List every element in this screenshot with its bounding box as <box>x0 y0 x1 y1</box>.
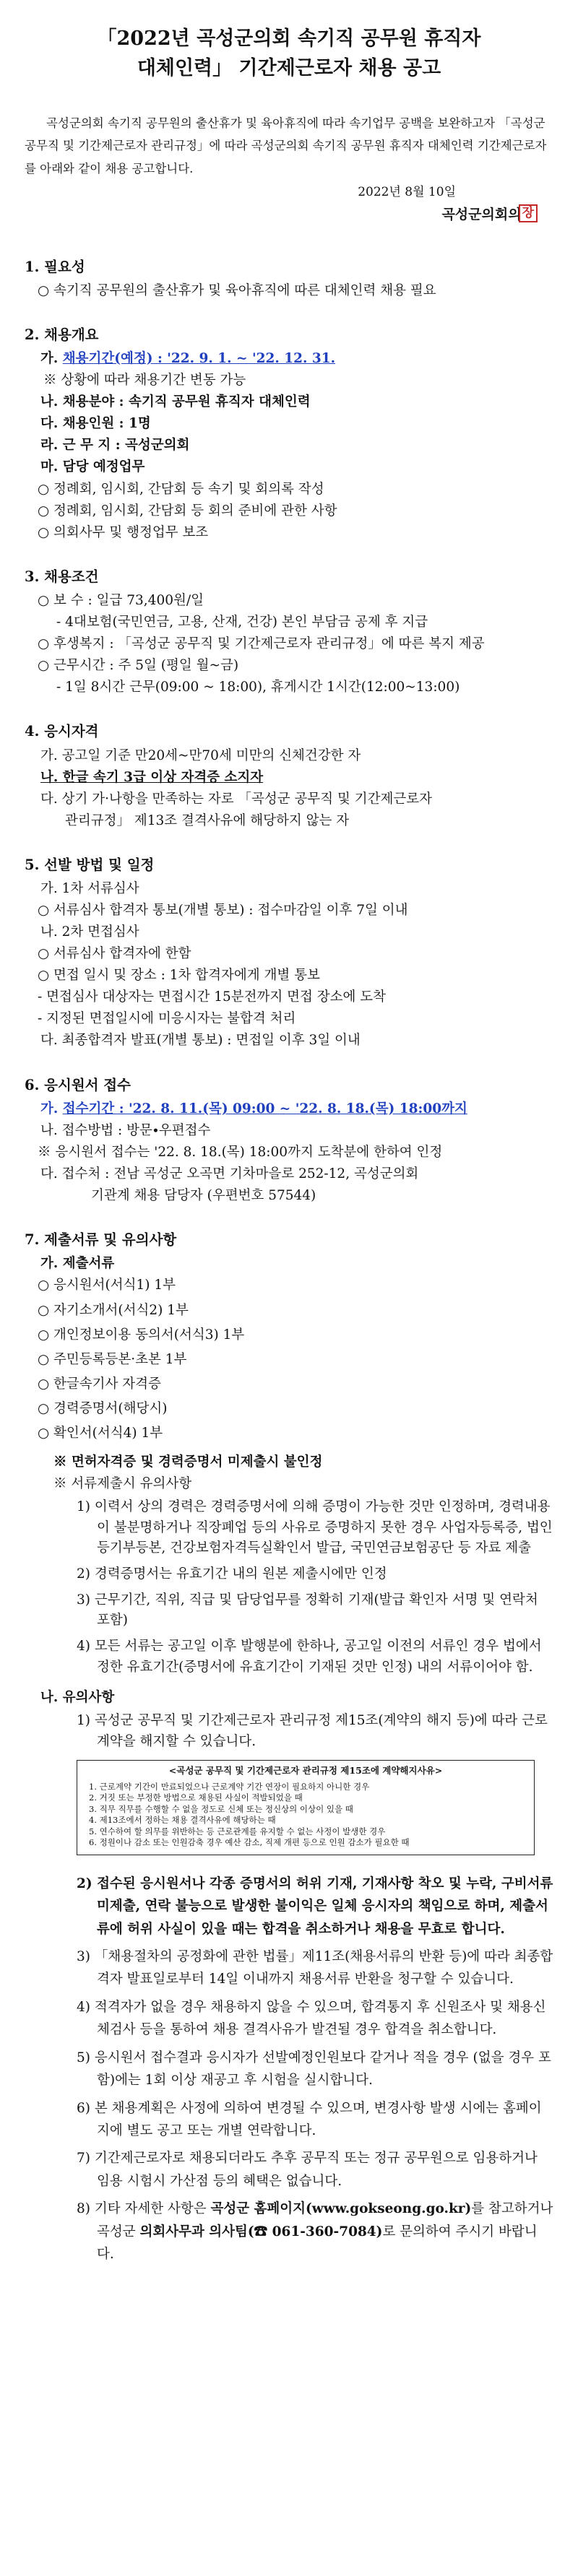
caution-item: 1) 곡성군 공무직 및 기간제근로자 관리규정 제15조(계약의 해지 등)에 따라 근로계약을 해지할 수 있습니다. <box>77 1713 548 1749</box>
caution-item: 7) 기간제근로자로 채용되더라도 추후 공무직 또는 정규 공무원으로 임용하거나 임용 시험시 가산점 등의 혜택은 없습니다. <box>77 2151 538 2189</box>
list-item: ○ 근무시간 : 주 5일 (평일 월~금) <box>38 658 239 674</box>
submission-note: 4) 모든 서류는 공고일 이후 발행분에 한하나, 공고일 이전의 서류인 경우 법에서 정한 유효기간(증명서에 유효기간이 기재된 것만 인정) 내의 서류이어야 함. <box>77 1638 542 1675</box>
document-item: ○ 자기소개서(서식2) 1부 <box>38 1302 189 1318</box>
section-selection <box>25 856 553 1050</box>
section-necessity <box>25 258 553 300</box>
list-item: ○ 정례회, 임시회, 간담회 등 속기 및 회의록 작성 <box>38 481 324 497</box>
list-item: ○ 면접 일시 및 장소 : 1차 합격자에게 개별 통보 <box>38 968 320 984</box>
list-item: ○ 후생복지 : 「곡성군 공무직 및 기간제근로자 관리규정」에 따른 복지 제공 <box>38 636 485 652</box>
title-line-1: 「2022년 곡성군의회 속기직 공무원 휴직자 <box>97 27 481 50</box>
document-item: ○ 경력증명서(해당시) <box>38 1400 168 1416</box>
intro-paragraph: 곡성군의회 속기직 공무원의 출산휴가 및 육아휴직에 따라 속기업무 공백을 보완하고자 「곡성군 공무직 및 기간제근로자 관리규정」에 따라 곡성군의회 속기직 공무원 휴직자 대체인력 기간제근로자를 아래와 같이 채용 공고합니다. <box>25 116 547 175</box>
document-item: ○ 확인서(서식4) 1부 <box>38 1425 163 1441</box>
box-item: 1. 근로계약 기간이 만료되었으나 근로계약 기간 연장이 필요하지 아니한 경우 <box>89 1781 370 1792</box>
list-item: ○ 의회사무 및 행정업무 보조 <box>38 524 209 540</box>
list-note: ※ 응시원서 접수는 '22. 8. 18.(목) 18:00까지 도착분에 한하여 인정 <box>38 1144 443 1160</box>
section-heading: 7. 제출서류 및 유의사항 <box>25 1231 177 1249</box>
box-title: <곡성군 공무직 및 기간제근로자 관리규정 제15조에 계약해지사유> <box>168 1764 443 1776</box>
notice-warning: ※ 면허자격증 및 경력증명서 미제출시 불인정 <box>53 1454 323 1470</box>
submission-note: 1) 이력서 상의 경력은 경력증명서에 의해 증명이 가능한 것만 인정하며, 경력내용이 불분명하거나 직장폐업 등의 사유로 증명하지 못한 경우 사업자등록증, 법인등기부등본, 건강보험자격득실확인서 발급, 국민연금보험공단 등 자료 제출 <box>77 1499 553 1556</box>
list-item: 나. 2차 면접심사 <box>40 924 139 940</box>
list-item: 나. 접수방법 : 방문∙우편접수 <box>40 1122 211 1138</box>
document-item: ○ 주민등록등본·초본 1부 <box>38 1351 187 1367</box>
termination-reasons-box <box>77 1760 535 1855</box>
caution-item: 6) 본 채용계획은 사정에 의하여 변경될 수 있으며, 변경사항 발생 시에는 홈페이지에 별도 공고 또는 개별 연락합니다. <box>77 2100 542 2138</box>
list-item: 가. 제출서류 <box>40 1256 115 1272</box>
homepage-link[interactable]: 곡성군 홈페이지(www.gokseong.go.kr) <box>210 2201 472 2217</box>
list-item: 라. 근 무 지 : 곡성군의회 <box>40 438 190 454</box>
box-item: 4. 제13조에서 정하는 채용 결격사유에 해당하는 때 <box>89 1815 276 1826</box>
list-item: ○ 속기직 공무원의 출산휴가 및 육아휴직에 따른 대체인력 채용 필요 <box>38 282 436 298</box>
list-item: ○ 서류심사 합격자 통보(개별 통보) : 접수마감일 이후 7일 이내 <box>38 903 408 919</box>
list-item: 다. 최종합격자 발표(개별 통보) : 면접일 이후 3일 이내 <box>40 1033 361 1049</box>
list-item: 가. 공고일 기준 만20세~만70세 미만의 신체건강한 자 <box>40 747 361 763</box>
list-item: 나. 유의사항 <box>40 1690 115 1706</box>
employment-period: 가. 채용기간(예정) : '22. 9. 1. ~ '22. 12. 31. <box>40 351 336 367</box>
list-item: - 면접심사 대상자는 면접시간 15분전까지 면접 장소에 도착 <box>38 989 386 1005</box>
section-heading: 1. 필요성 <box>25 258 85 275</box>
section-heading: 5. 선발 방법 및 일정 <box>25 856 155 873</box>
application-period: 가. 접수기간 : '22. 8. 11.(목) 09:00 ~ '22. 8. 18.(목) 18:00까지 <box>40 1101 467 1116</box>
issuer <box>25 206 538 224</box>
section-application <box>25 1076 553 1205</box>
list-item: 마. 담당 예정업무 <box>40 459 145 475</box>
list-item: 가. 1차 서류심사 <box>40 881 139 897</box>
list-item: ○ 서류심사 합격자에 한함 <box>38 946 191 962</box>
box-item: 2. 거짓 또는 부정한 방법으로 채용된 사실이 적발되었을 때 <box>89 1792 303 1803</box>
notice-title <box>25 25 553 83</box>
official-seal: 장 <box>519 204 538 222</box>
contact-phone: 의회사무과 의사팀(☎ 061-360-7084) <box>139 2224 383 2239</box>
list-item: - 지정된 면접일시에 미응시자는 불합격 처리 <box>38 1011 296 1027</box>
box-item: 6. 정원이나 감소 또는 인원감축 경우 예산 감소, 직제 개편 등으로 인원 감소가 필요한 때 <box>89 1837 410 1848</box>
list-item: - 1일 8시간 근무(09:00 ~ 18:00), 휴게시간 1시간(12:00~13:00) <box>56 680 460 695</box>
document-item: ○ 한글속기사 자격증 <box>38 1376 161 1392</box>
list-item: 나. 채용분야 : 속기직 공무원 휴직자 대체인력 <box>40 394 311 410</box>
issuer-name: 곡성군의회의 <box>441 207 522 223</box>
list-item: 기관계 채용 담당자 (우편번호 57544) <box>91 1188 316 1204</box>
list-item: ○ 보 수 : 일급 73,400원/일 <box>38 593 204 609</box>
application-period-text: 접수기간 : '22. 8. 11.(목) 09:00 ~ '22. 8. 18.(목) 18:00까지 <box>62 1101 467 1116</box>
notice-date: 2022년 8월 10일 <box>358 185 456 200</box>
section-heading: 3. 채용조건 <box>25 568 99 585</box>
document-item: ○ 응시원서(서식1) 1부 <box>38 1278 176 1293</box>
list-item: - 4대보험(국민연금, 고용, 산재, 건강) 본인 부담금 공제 후 지급 <box>56 615 428 630</box>
section-qualifications <box>25 722 553 830</box>
list-item: ○ 정례회, 임시회, 간담회 등 회의 준비에 관한 사항 <box>38 503 337 519</box>
employment-period-text: 채용기간(예정) : '22. 9. 1. ~ '22. 12. 31. <box>62 351 336 367</box>
section-conditions <box>25 568 553 697</box>
section-heading: 4. 응시자격 <box>25 723 99 740</box>
caution-item: 5) 응시원서 접수결과 응시자가 선발예정인원보다 같거나 적을 경우 (없을 경우 포함)에는 1회 이상 재공고 후 시험을 실시합니다. <box>77 2050 551 2089</box>
caution-item: 8) 기타 자세한 사항은 곡성군 홈페이지(www.gokseong.go.kr)를 참고하거나 곡성군 의회사무과 의사팀(☎ 061-360-7084)로 문의하여 주시기 바랍니다. <box>77 2201 553 2263</box>
caution-item: 3) 「채용절차의 공정화에 관한 법률」제11조(채용서류의 반환 등)에 따라 최종합격자 발표일로부터 14일 이내까지 채용서류 반환을 청구할 수 있습니다. <box>77 1948 553 1987</box>
list-item: 다. 상기 가·나항을 만족하는 자로 「곡성군 공무직 및 기간제근로자 <box>40 791 432 807</box>
list-item: 다. 채용인원 : 1명 <box>40 416 151 432</box>
list-item: 나. 한글 속기 3급 이상 자격증 소지자 <box>40 769 264 785</box>
section-documents <box>25 1231 553 2266</box>
section-heading: 6. 응시원서 접수 <box>25 1076 131 1093</box>
document-item: ○ 개인정보이용 동의서(서식3) 1부 <box>38 1327 245 1343</box>
section-heading: 2. 채용개요 <box>25 326 99 343</box>
list-note: ※ 상황에 따라 채용기간 변동 가능 <box>43 373 246 389</box>
submission-note: 3) 근무기간, 직위, 직급 및 담당업무를 정확히 기재(발급 확인자 서명 및 연락처 포함) <box>77 1592 538 1629</box>
submission-note: 2) 경력증명서는 유효기간 내의 원본 제출시에만 인정 <box>77 1566 387 1582</box>
list-item: 관리규정」 제13조 결격사유에 해당하지 않는 자 <box>65 812 350 828</box>
caution-item: 4) 적격자가 없을 경우 채용하지 않을 수 있으며, 합격통지 후 신원조사 및 채용신체검사 등을 통하여 채용 결격사유가 발견될 경우 합격을 취소합니다. <box>77 1999 546 2038</box>
list-note: ※ 서류제출시 유의사항 <box>53 1475 192 1491</box>
title-line-2: 대체인력」 기간제근로자 채용 공고 <box>137 56 441 79</box>
caution-item: 2) 접수된 응시원서나 각종 증명서의 허위 기재, 기재사항 착오 및 누락, 구비서류 미제출, 연락 불능으로 발생한 불이익은 일체 응시자의 책임으로 하며, 제출서류에 허위 사실이 있을 때는 합격을 취소하거나 채용을 무효로 합니다. <box>77 1875 553 1937</box>
box-item: 5. 연수하여 할 의무를 위반하는 등 근로관계를 유지할 수 없는 사정이 발생한 경우 <box>89 1826 386 1836</box>
list-item: 다. 접수처 : 전남 곡성군 오곡면 기차마을로 252-12, 곡성군의회 <box>40 1166 419 1181</box>
box-item: 3. 직무 직무를 수행할 수 없을 정도로 신체 또는 정신상의 이상이 있을 때 <box>89 1803 353 1814</box>
section-overview <box>25 326 553 542</box>
